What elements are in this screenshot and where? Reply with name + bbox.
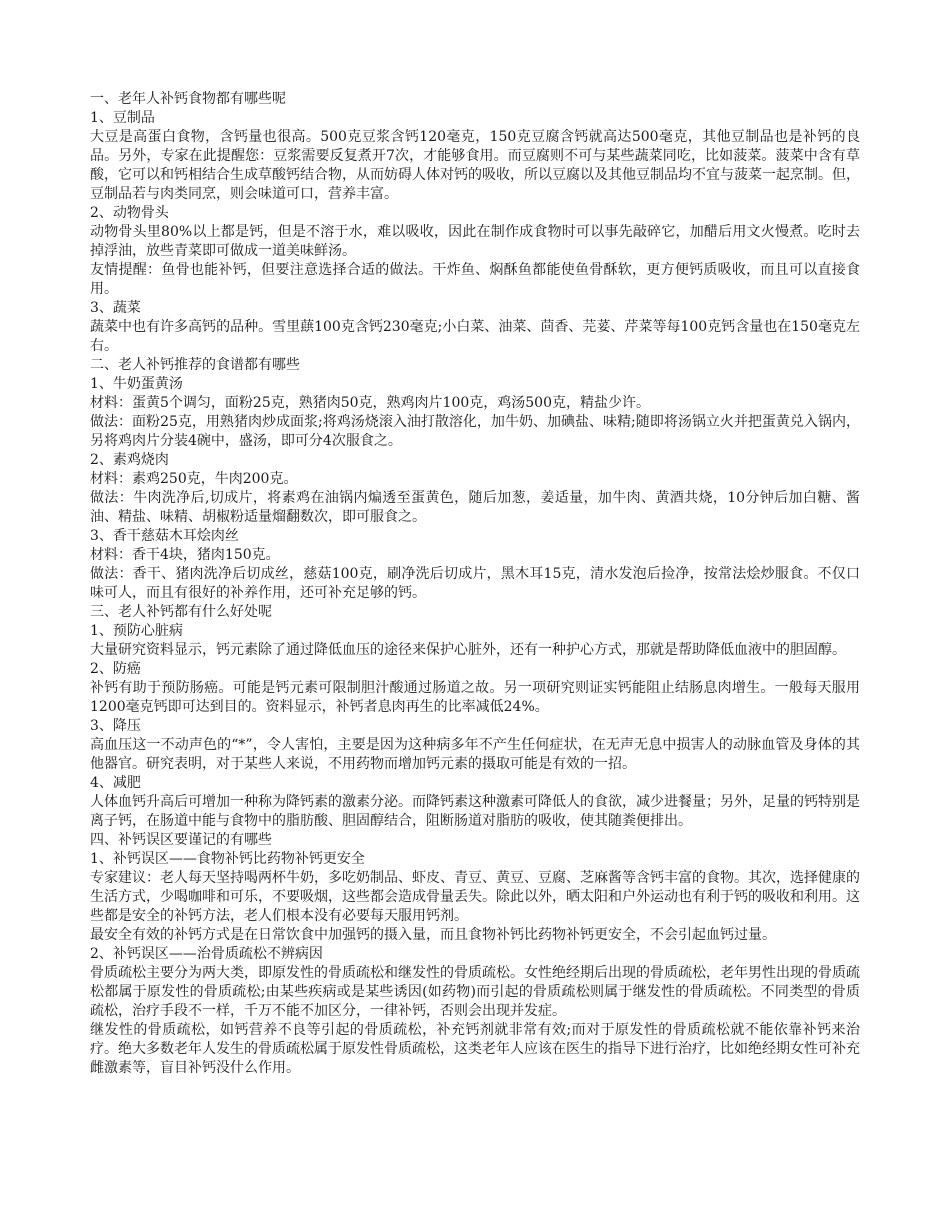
subsection-heading: 1、豆制品 (90, 110, 155, 126)
subsection-heading: 2、素鸡烧肉 (90, 452, 169, 468)
paragraph: 做法：面粉25克，用熟猪肉炒成面浆;将鸡汤烧滚入油打散溶化，加牛奶、加碘盐、味精;随即将汤锅立火并把蛋黄兑入锅内，另将鸡肉片分装4碗中，盛汤，即可分4次服食之。 (90, 414, 860, 449)
section-heading: 三、老人补钙都有什么好处呢 (90, 604, 272, 620)
document-body (90, 90, 860, 1078)
subsection-heading: 2、补钙误区——治骨质疏松不辨病因 (90, 946, 323, 962)
section-heading: 四、补钙误区要谨记的有哪些 (90, 832, 272, 848)
section-heading: 二、老人补钙推荐的食谱都有哪些 (90, 357, 300, 373)
subsection-heading: 3、蔬菜 (90, 300, 141, 316)
paragraph: 材料：蛋黄5个调匀，面粉25克，熟猪肉50克，熟鸡肉片100克，鸡汤500克，精盐少许。 (90, 395, 650, 411)
subsection-heading: 1、预防心脏病 (90, 623, 183, 639)
paragraph: 材料：香干4块，猪肉150克。 (90, 547, 280, 563)
paragraph: 补钙有助于预防肠癌。可能是钙元素可限制胆汁酸通过肠道之故。另一项研究则证实钙能阻止结肠息肉增生。一般每天服用1200毫克钙即可达到目的。资料显示，补钙者息肉再生的比率减低24%。 (90, 680, 860, 715)
paragraph: 动物骨头里80%以上都是钙，但是不溶于水，难以吸收，因此在制作成食物时可以事先敲碎它，加醋后用文火慢煮。吃时去掉浮油，放些青菜即可做成一道美味鲜汤。 (90, 224, 860, 259)
paragraph: 大量研究资料显示，钙元素除了通过降低血压的途径来保护心脏外，还有一种护心方式，那就是帮助降低血液中的胆固醇。 (90, 642, 846, 658)
paragraph: 专家建议：老人每天坚持喝两杯牛奶，多吃奶制品、虾皮、青豆、黄豆、豆腐、芝麻酱等含钙丰富的食物。其次，选择健康的生活方式，少喝咖啡和可乐，不要吸烟，这些都会造成骨量丢失。除此以外，晒太阳和户外运动也有利于钙的吸收和利用。这些都是安全的补钙方法，老人们根本没有必要每天服用钙剂。 (90, 870, 860, 924)
paragraph: 最安全有效的补钙方式是在日常饮食中加强钙的摄入量，而且食物补钙比药物补钙更安全，不会引起血钙过量。 (90, 927, 776, 943)
subsection-heading: 1、牛奶蛋黄汤 (90, 376, 183, 392)
paragraph: 高血压这一不动声色的“*”，令人害怕，主要是因为这种病多年不产生任何症状，在无声无息中损害人的动脉血管及身体的其他器官。研究表明，对于某些人来说，不用药物而增加钙元素的摄取可能是有效的一招。 (90, 737, 860, 772)
paragraph: 继发性的骨质疏松，如钙营养不良等引起的骨质疏松，补充钙剂就非常有效;而对于原发性的骨质疏松就不能依靠补钙来治疗。绝大多数老年人发生的骨质疏松属于原发性骨质疏松，这类老年人应该在医生的指导下进行治疗，比如绝经期女性可补充雌激素等，盲目补钙没什么作用。 (90, 1022, 860, 1076)
paragraph: 蔬菜中也有许多高钙的品种。雪里蕻100克含钙230毫克;小白菜、油菜、茴香、芫荽、芹菜等每100克钙含量也在150毫克左右。 (90, 319, 860, 354)
section-heading: 一、老年人补钙食物都有哪些呢 (90, 91, 286, 107)
paragraph: 人体血钙升高后可增加一种称为降钙素的激素分泌。而降钙素这种激素可降低人的食欲，减少进餐量；另外，足量的钙特别是离子钙，在肠道中能与食物中的脂肪酸、胆固醇结合，阻断肠道对脂肪的吸收，使其随粪便排出。 (90, 794, 860, 829)
paragraph: 做法：香干、猪肉洗净后切成丝，慈菇100克，刷净洗后切成片，黑木耳15克，清水发泡后捡净，按常法烩炒服食。不仅口味可人，而且有很好的补养作用，还可补充足够的钙。 (90, 566, 860, 601)
paragraph: 大豆是高蛋白食物，含钙量也很高。500克豆浆含钙120毫克，150克豆腐含钙就高达500毫克，其他豆制品也是补钙的良品。另外，专家在此提醒您：豆浆需要反复煮开7次，才能够食用。而豆腐则不可与某些蔬菜同吃，比如菠菜。菠菜中含有草酸，它可以和钙相结合生成草酸钙结合物，从而妨碍人体对钙的吸收，所以豆腐以及其他豆制品均不宜与菠菜一起烹制。但，豆制品若与肉类同烹，则会味道可口，营养丰富。 (90, 129, 860, 202)
subsection-heading: 2、防癌 (90, 661, 141, 677)
subsection-heading: 3、降压 (90, 718, 141, 734)
subsection-heading: 1、补钙误区——食物补钙比药物补钙更安全 (90, 851, 365, 867)
subsection-heading: 3、香干慈菇木耳烩肉丝 (90, 528, 239, 544)
subsection-heading: 2、动物骨头 (90, 205, 169, 221)
paragraph: 材料：素鸡250克，牛肉200克。 (90, 471, 298, 487)
paragraph: 做法：牛肉洗净后,切成片，将素鸡在油锅内煸透至蛋黄色，随后加葱，姜适量，加牛肉、黄酒共烧，10分钟后加白糖、酱油、精盐、味精、胡椒粉适量熘翻数次，即可服食之。 (90, 490, 860, 525)
subsection-heading: 4、减肥 (90, 775, 141, 791)
paragraph: 骨质疏松主要分为两大类，即原发性的骨质疏松和继发性的骨质疏松。女性绝经期后出现的骨质疏松，老年男性出现的骨质疏松都属于原发性的骨质疏松;由某些疾病或是某些诱因(如药物)而引起的骨质疏松则属于继发性的骨质疏松。不同类型的骨质疏松，治疗手段不一样，千万不能不加区分，一律补钙，否则会出现并发症。 (90, 965, 860, 1019)
paragraph: 友情提醒：鱼骨也能补钙，但要注意选择合适的做法。干炸鱼、焖酥鱼都能使鱼骨酥软，更方便钙质吸收，而且可以直接食用。 (90, 262, 860, 297)
